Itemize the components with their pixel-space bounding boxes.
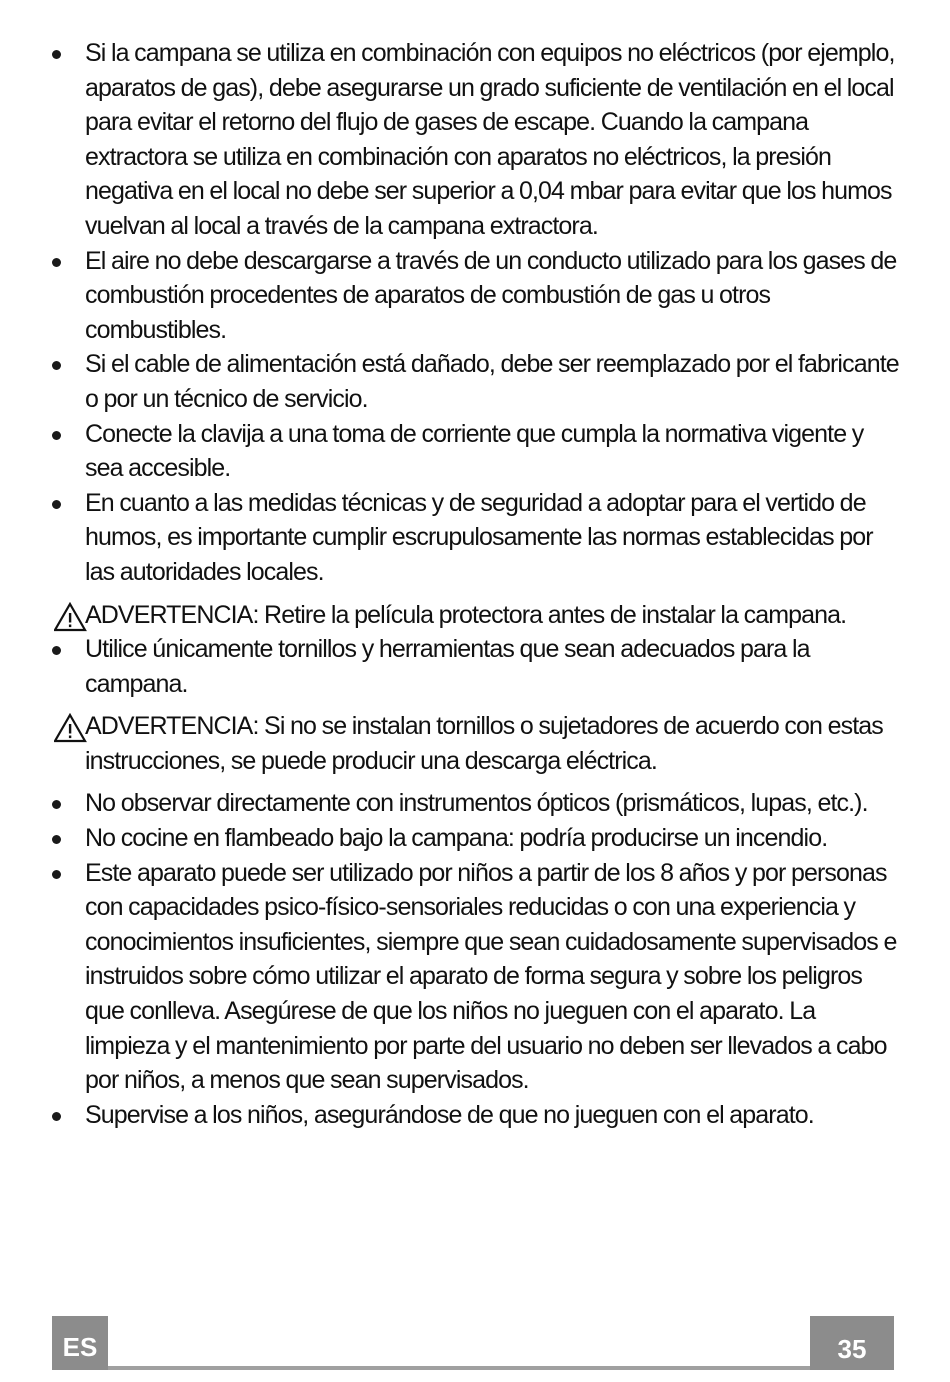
list-item-text: Conecte la clavija a una toma de corriente que cumpla la normativa vigente y sea accesible. [85, 419, 864, 483]
language-tab: ES [52, 1316, 108, 1370]
bullet-dot [52, 50, 61, 59]
list-item [0, 821, 950, 856]
list-item [0, 856, 950, 1098]
list-item-text: Este aparato puede ser utilizado por niños a partir de los 8 años y por personas con capacidades psico-físico-sensoriales reducidas o con una experiencia y conocimientos insuficientes, siempre que sean cuidadosamente supervisados e instruidos sobre cómo utilizar el aparato de forma segura y sobre los peligros que conlleva. Asegúrese de que los niños no jueguen con el aparato. La limpieza y el mantenimiento por parte del usuario no deben ser llevados a cabo por niños, a menos que sean supervisados. [85, 858, 897, 1095]
bullet-dot [52, 431, 61, 440]
bullet-dot [52, 800, 61, 809]
bullet-dot [52, 258, 61, 267]
list-item [0, 1098, 950, 1133]
warning-text: Retire la película protectora antes de instalar la campana. [258, 600, 847, 629]
warning-label: ADVERTENCIA: [85, 712, 259, 741]
warning-label: ADVERTENCIA: [85, 600, 259, 629]
list-item [0, 486, 950, 590]
list-item-text: Supervise a los niños, asegurándose de que no jueguen con el aparato. [85, 1100, 814, 1129]
warning-triangle-icon [54, 602, 90, 632]
list-item-text: No observar directamente con instrumentos ópticos (prismáticos, lupas, etc.). [85, 789, 868, 818]
safety-instructions [0, 36, 950, 1132]
list-item-text: No cocine en flambeado bajo la campana: podría producirse un incendio. [85, 824, 828, 853]
list-item [0, 786, 950, 821]
list-item-text: Si la campana se utiliza en combinación con equipos no eléctricos (por ejemplo, aparatos de gas), debe asegurarse un grado suficiente de ventilación en el local para evitar el retorno del flujo de gases de escape. Cuando la campana extractora se utiliza en combinación con aparatos no eléctricos, la presión negativa en el local no debe ser superior a 0,04 mbar para evitar que los humos vuelvan al local a través de la campana extractora. [85, 39, 895, 240]
footer-divider [52, 1366, 894, 1370]
warning-notice [0, 709, 950, 778]
list-item-text: Utilice únicamente tornillos y herramientas que sean adecuados para la campana. [85, 635, 810, 698]
bullet-dot [52, 1112, 61, 1121]
bullet-dot [52, 870, 61, 879]
list-item-text: El aire no debe descargarse a través de un conducto utilizado para los gases de combustión procedentes de aparatos de combustión de gas u otros combustibles. [85, 246, 897, 344]
warning-triangle-icon [54, 713, 90, 743]
list-item-text: En cuanto a las medidas técnicas y de seguridad a adoptar para el vertido de humos, es importante cumplir escrupulosamente las normas establecidas por las autoridades locales. [85, 488, 873, 586]
list-item [0, 632, 950, 701]
list-item [0, 244, 950, 348]
bullet-dot [52, 500, 61, 509]
list-item [0, 347, 950, 416]
list-item-text: Si el cable de alimentación está dañado, debe ser reemplazado por el fabricante o por un técnico de servicio. [85, 350, 899, 413]
bullet-dot [52, 646, 61, 655]
bullet-dot [52, 361, 61, 370]
bullet-dot [52, 835, 61, 844]
warning-text: Si no se instalan tornillos o sujetadores de acuerdo con estas instrucciones, se puede producir una descarga eléctrica. [85, 712, 883, 775]
list-item [0, 417, 950, 486]
warning-notice [0, 598, 950, 633]
list-item [0, 36, 950, 244]
page-number: 35 [810, 1316, 894, 1370]
